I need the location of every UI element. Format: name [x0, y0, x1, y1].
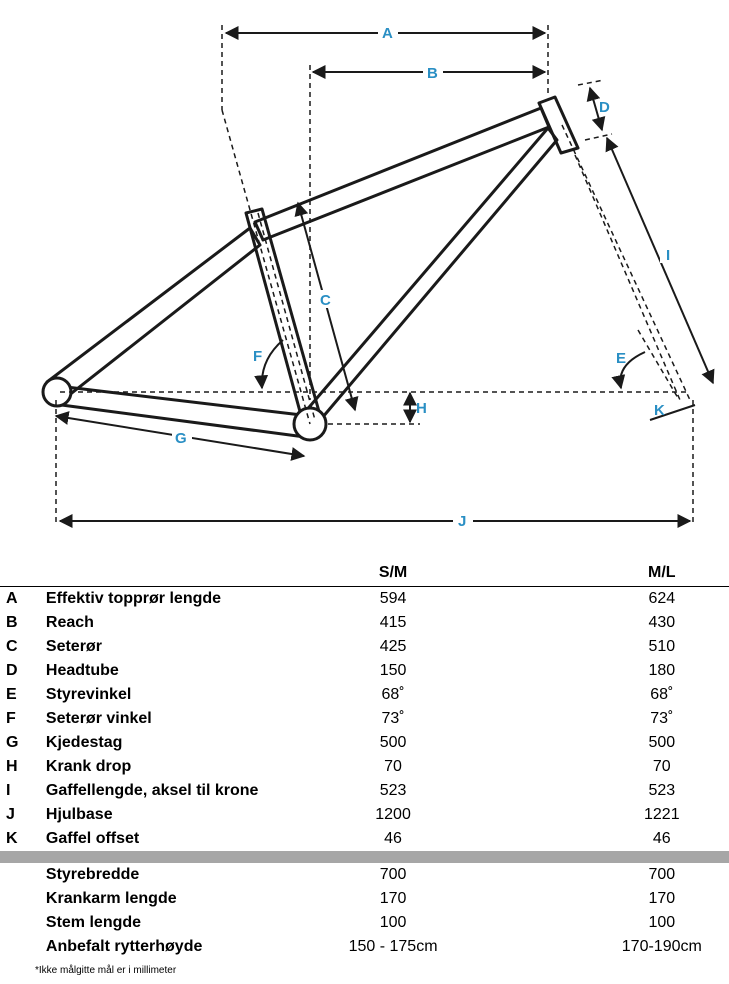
rear-axle — [43, 378, 71, 406]
table-row — [0, 731, 729, 755]
row-value-sm: 415 — [379, 614, 407, 631]
angle-f — [262, 340, 283, 388]
reference-lines — [56, 25, 693, 525]
table-row — [0, 911, 729, 935]
table-header-row — [0, 560, 729, 587]
label-a: A — [382, 25, 393, 42]
label-h: H — [416, 400, 427, 417]
row-value-sm: 1200 — [375, 806, 411, 823]
table-row — [0, 779, 729, 803]
label-j: J — [458, 513, 467, 530]
geometry-table — [0, 560, 729, 959]
row-value-sm: 70 — [384, 758, 402, 775]
row-label: Seterør — [45, 638, 102, 655]
row-letter: K — [6, 830, 18, 847]
diagram-labels — [175, 25, 670, 530]
head-tube — [539, 97, 578, 153]
label-k: K — [654, 402, 665, 419]
label-b: B — [427, 65, 438, 82]
row-value-ml: 170 — [648, 890, 676, 907]
table-row — [0, 683, 729, 707]
row-value-ml: 1221 — [644, 806, 680, 823]
row-value-ml: 70 — [652, 758, 671, 775]
label-e: E — [616, 350, 627, 367]
table-row — [0, 887, 729, 911]
row-value-sm: 150 — [379, 662, 407, 679]
row-label: Stem lengde — [45, 914, 142, 931]
row-value-sm: 700 — [379, 866, 407, 883]
row-letter: B — [6, 614, 18, 631]
row-value-sm: 100 — [379, 914, 407, 931]
row-label: Hjulbase — [45, 806, 113, 823]
footnote: *Ikke målgitte mål er i millimeter — [35, 965, 177, 976]
row-value-sm: 46 — [384, 830, 402, 847]
row-label: Seterør vinkel — [45, 710, 152, 727]
label-i: I — [666, 247, 671, 264]
label-d: D — [599, 99, 610, 116]
row-label: Styrevinkel — [45, 686, 132, 703]
table-row — [0, 611, 729, 635]
table-row — [0, 863, 729, 887]
row-letter: G — [6, 734, 19, 751]
down-tube — [305, 128, 557, 418]
row-label: Kjedestag — [45, 734, 123, 751]
label-c: C — [320, 292, 331, 309]
table-row — [0, 659, 729, 683]
row-value-ml: 73˚ — [650, 710, 674, 727]
row-letter: C — [6, 638, 18, 655]
row-label: Reach — [45, 614, 94, 631]
row-letter: J — [6, 806, 15, 823]
label-g: G — [175, 430, 187, 447]
table-row — [0, 707, 729, 731]
row-value-ml: 46 — [652, 830, 671, 847]
row-value-ml: 180 — [648, 662, 676, 679]
row-value-sm: 150 - 175cm — [348, 938, 438, 955]
row-label: Headtube — [45, 662, 119, 679]
col-header-ml: M/L — [595, 560, 729, 587]
row-value-ml: 624 — [648, 590, 676, 607]
col-header-sm: S/M — [326, 560, 460, 587]
table-row — [0, 827, 729, 851]
table-row — [0, 803, 729, 827]
row-value-ml: 100 — [648, 914, 676, 931]
row-value-sm: 68˚ — [381, 686, 405, 703]
row-letter: H — [6, 758, 18, 775]
row-label: Gaffellengde, aksel til krone — [45, 782, 259, 799]
row-value-ml: 430 — [648, 614, 676, 631]
seat-stay — [47, 228, 263, 396]
table-row — [0, 587, 729, 612]
row-value-sm: 523 — [379, 782, 407, 799]
row-letter: E — [6, 686, 17, 703]
row-value-ml: 523 — [648, 782, 676, 799]
row-letter: I — [6, 782, 11, 799]
table-row — [0, 755, 729, 779]
row-value-ml: 68˚ — [650, 686, 674, 703]
row-value-sm: 170 — [379, 890, 407, 907]
label-f: F — [253, 348, 263, 365]
row-label: Anbefalt rytterhøyde — [45, 938, 203, 955]
row-value-ml: 500 — [648, 734, 676, 751]
row-letter: F — [6, 710, 16, 727]
row-label: Styrebredde — [45, 866, 140, 883]
row-value-ml: 170-190cm — [621, 938, 702, 955]
row-value-ml: 510 — [648, 638, 676, 655]
table-separator — [0, 851, 729, 863]
row-value-sm: 594 — [379, 590, 407, 607]
row-value-sm: 425 — [379, 638, 407, 655]
table-row — [0, 935, 729, 959]
row-label: Krank drop — [45, 758, 132, 775]
row-label: Krankarm lengde — [45, 890, 177, 907]
table-row — [0, 635, 729, 659]
row-value-sm: 73˚ — [381, 710, 405, 727]
row-label: Effektiv topprør lengde — [45, 590, 222, 607]
row-letter: A — [6, 590, 18, 607]
dimension-arrows — [56, 33, 713, 521]
row-value-sm: 500 — [379, 734, 407, 751]
row-letter: D — [6, 662, 18, 679]
row-value-ml: 700 — [648, 866, 676, 883]
top-tube — [255, 108, 549, 240]
row-label: Gaffel offset — [45, 830, 140, 847]
